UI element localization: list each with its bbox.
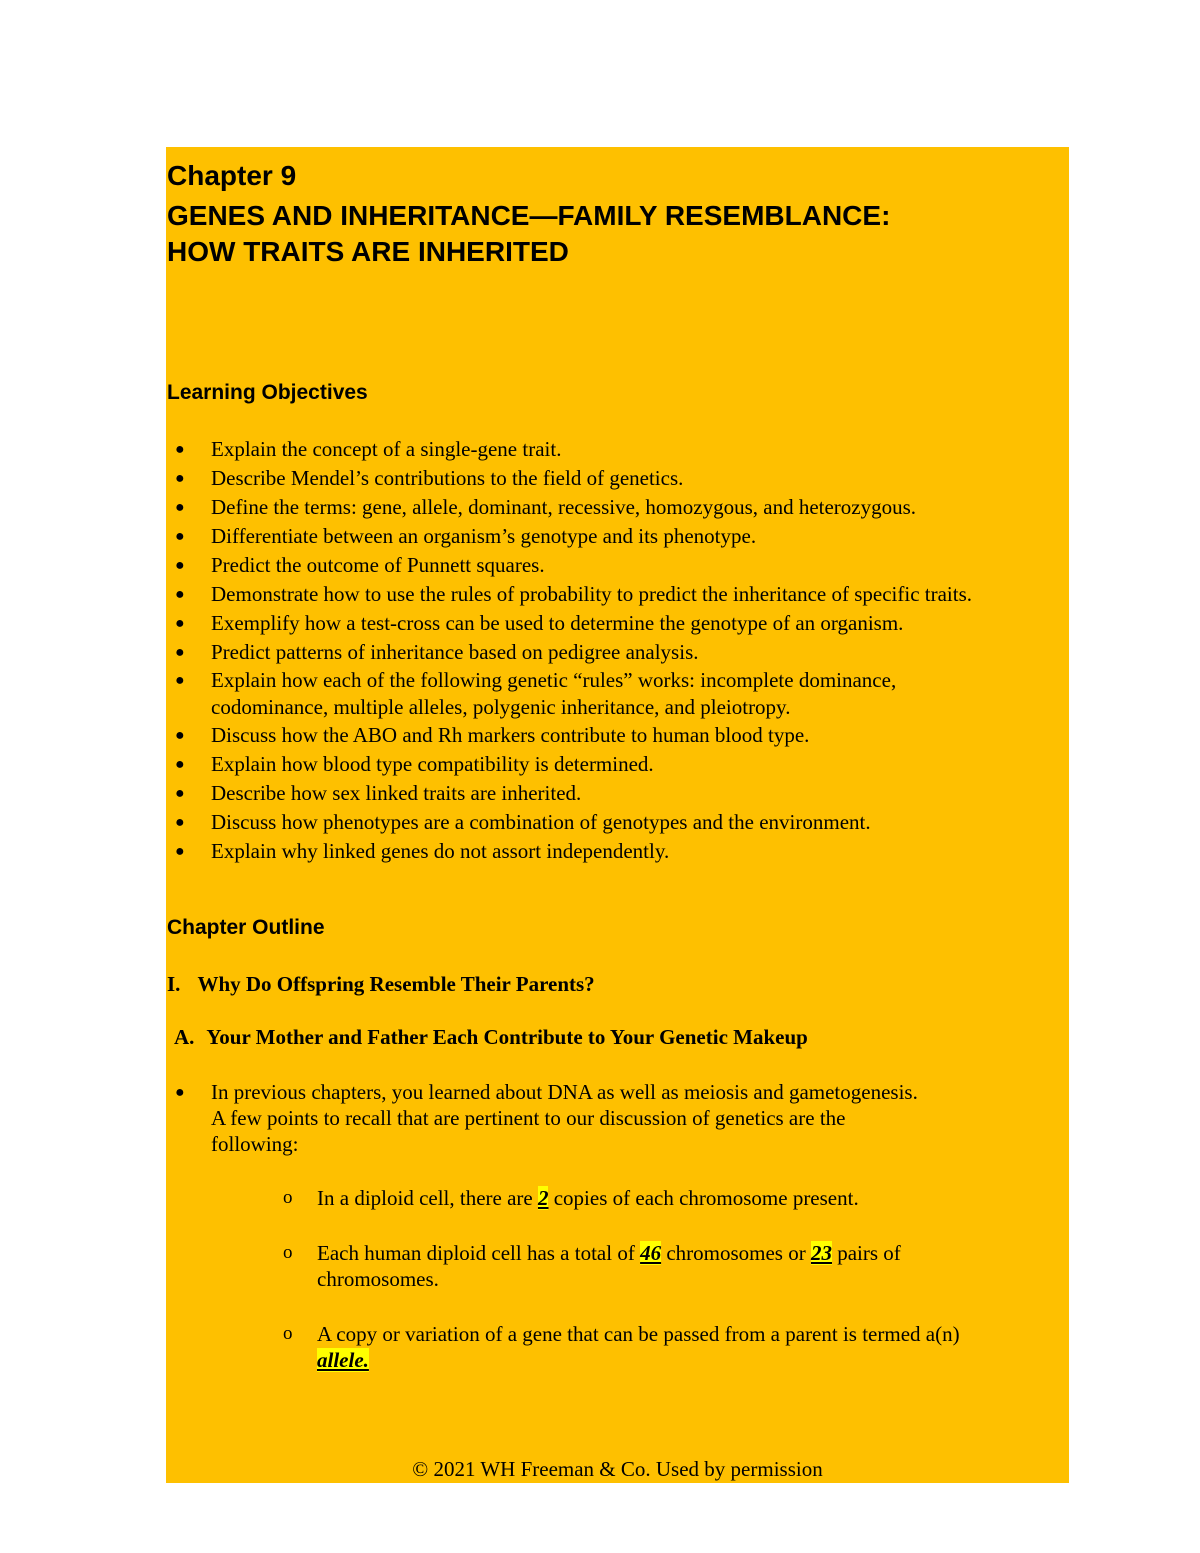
chapter-title-line-2: HOW TRAITS ARE INHERITED xyxy=(167,236,569,267)
answer-highlight: allele. xyxy=(317,1348,369,1372)
learning-objectives-heading: Learning Objectives xyxy=(167,381,368,404)
chapter-outline-heading: Chapter Outline xyxy=(167,916,325,939)
bullet-icon: ● xyxy=(175,727,185,744)
objective-item: ● Explain the concept of a single-gene trait. xyxy=(166,435,1066,464)
circle-bullet-icon: o xyxy=(283,1187,293,1208)
objective-item: ● Describe how sex linked traits are inherited. xyxy=(166,779,1066,808)
sub-item-chromosome-count: o Each human diploid cell has a total of 46 chromosomes or 23 pairs of chromosomes. xyxy=(283,1241,901,1291)
objective-item: ● Define the terms: gene, allele, dominant, recessive, homozygous, and heterozygous. xyxy=(166,493,1066,522)
bullet-icon: ● xyxy=(175,615,185,632)
objective-item: ● Describe Mendel’s contributions to the field of genetics. xyxy=(166,464,1066,493)
bullet-icon: ● xyxy=(175,672,185,689)
bullet-icon: ● xyxy=(175,470,185,487)
objective-item: ● Explain how each of the following genetic “rules” works: incomplete dominance, codominance, multiple alleles, polygenic inheritance, and pleiotropy. xyxy=(175,668,897,719)
objective-item: ● Demonstrate how to use the rules of probability to predict the inheritance of specific traits. xyxy=(166,580,1066,609)
objective-item: ● Explain why linked genes do not assort independently. xyxy=(166,837,1066,866)
bullet-icon: ● xyxy=(175,1084,185,1101)
circle-bullet-icon: o xyxy=(283,1242,293,1263)
copyright-footer: © 2021 WH Freeman & Co. Used by permission xyxy=(412,1457,823,1481)
intro-paragraph: ● In previous chapters, you learned about DNA as well as meiosis and gametogenesis. A few points to recall that are pertinent to our discussion of genetics are the following: xyxy=(175,1080,918,1156)
bullet-icon: ● xyxy=(175,644,185,661)
bullet-icon: ● xyxy=(175,814,185,831)
objective-item: ● Discuss how the ABO and Rh markers contribute to human blood type. xyxy=(166,721,1066,750)
chapter-title-line-1: GENES AND INHERITANCE—FAMILY RESEMBLANCE: xyxy=(167,200,891,231)
bullet-icon: ● xyxy=(175,499,185,516)
objective-item: ● Predict the outcome of Punnett squares. xyxy=(166,551,1066,580)
section-heading-I: I. Why Do Offspring Resemble Their Parents? xyxy=(167,972,595,996)
bullet-icon: ● xyxy=(175,843,185,860)
answer-highlight: 2 xyxy=(537,1186,549,1210)
document-page xyxy=(166,147,1069,1483)
bullet-icon: ● xyxy=(175,557,185,574)
circle-bullet-icon: o xyxy=(283,1323,293,1344)
sub-item-allele: o A copy or variation of a gene that can be passed from a parent is termed a(n) allele. xyxy=(283,1322,960,1372)
objective-item: ● Differentiate between an organism’s genotype and its phenotype. xyxy=(166,522,1066,551)
chapter-number: Chapter 9 xyxy=(167,160,297,191)
section-heading-A: A. Your Mother and Father Each Contribute to Your Genetic Makeup xyxy=(174,1025,808,1049)
bullet-icon: ● xyxy=(175,785,185,802)
bullet-icon: ● xyxy=(175,528,185,545)
sub-item-diploid-copies: o In a diploid cell, there are 2 copies of each chromosome present. xyxy=(283,1186,859,1210)
answer-highlight: 46 xyxy=(640,1241,662,1265)
objective-item: ● Exemplify how a test-cross can be used to determine the genotype of an organism. xyxy=(166,609,1066,638)
bullet-icon: ● xyxy=(175,586,185,603)
objective-item: ● Predict patterns of inheritance based on pedigree analysis. xyxy=(166,638,1066,667)
objective-item: ● Explain how blood type compatibility is determined. xyxy=(166,750,1066,779)
bullet-icon: ● xyxy=(175,756,185,773)
answer-highlight: 23 xyxy=(810,1241,832,1265)
chapter-title xyxy=(167,198,1047,270)
learning-objectives-list xyxy=(166,435,1066,866)
bullet-icon: ● xyxy=(175,441,185,458)
objective-item: ● Discuss how phenotypes are a combination of genotypes and the environment. xyxy=(166,808,1066,837)
